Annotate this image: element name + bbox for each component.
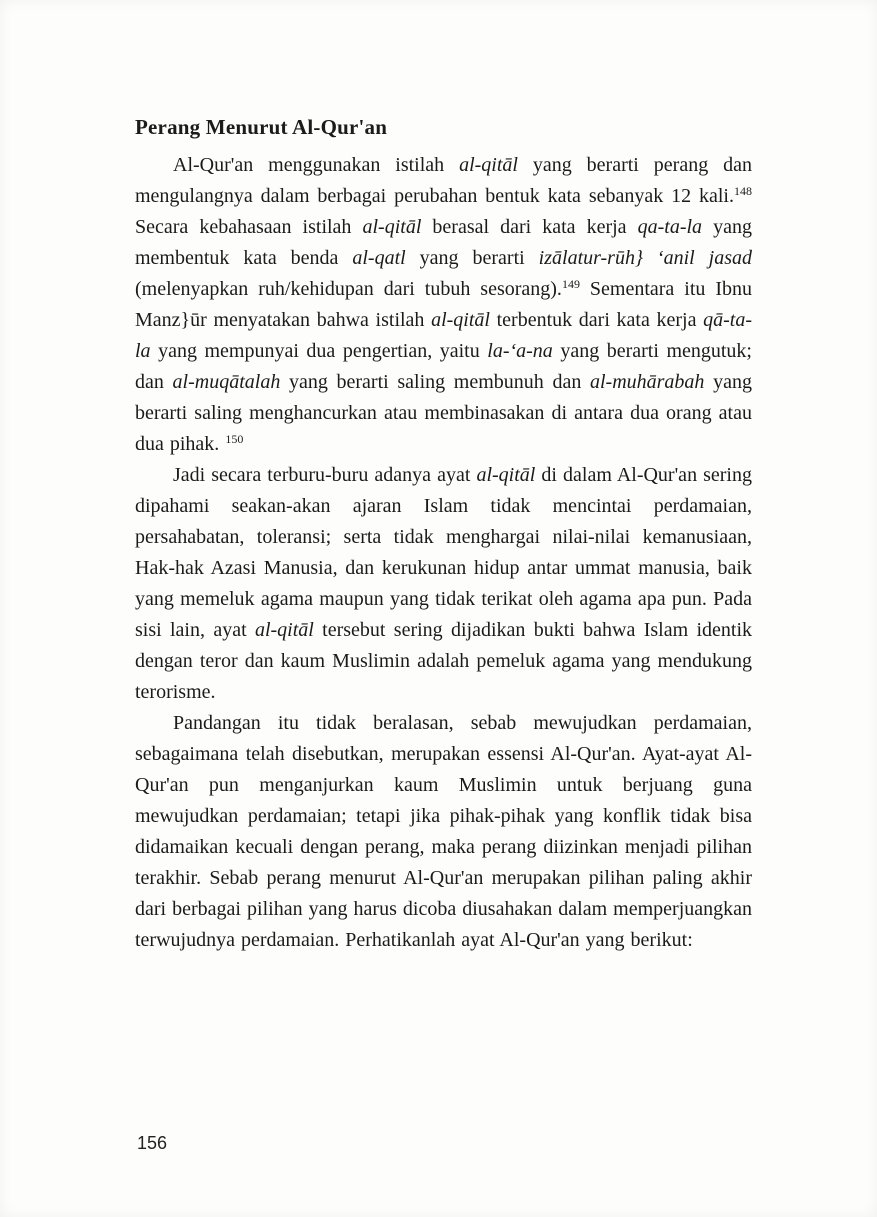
text-run: di dalam Al-Qur'an sering dipahami seakan-akan ajaran Islam tidak mencintai perdamaian, persahabatan, toleransi; serta tidak menghargai nilai-nilai kemanusiaan, Hak-hak Azasi Manusia, dan kerukunan hidup antar ummat manusia, baik yang memeluk agama maupun yang tidak terikat oleh agama apa pun. Pada sisi lain, ayat [135,464,752,641]
italic-term: al-qitāl [476,464,536,486]
text-run: Sementara itu Ibnu Manz}ūr menyatakan bahwa istilah [135,278,752,331]
footnote-ref: 149 [561,277,580,291]
text-block [135,112,752,956]
page-number: 156 [137,1133,168,1153]
text-run: yang berarti mengutuk; dan [135,340,752,393]
italic-term: qa-ta-la [637,216,703,238]
section-title: Perang Menurut Al-Qur'an [135,115,388,139]
body-text [135,150,752,956]
text-run: yang berarti saling membunuh dan [280,371,590,393]
italic-term: al-muhārabah [589,371,705,393]
italic-term: qā-ta-la [135,309,752,362]
text-run: yang berarti saling menghancurkan atau membinasakan di antara dua orang atau dua pihak. [135,371,752,455]
italic-term: la-‘a-na [487,340,553,362]
italic-term: al-qitāl [254,619,314,641]
text-run: yang berarti [405,247,539,269]
paragraph-3 [135,708,752,956]
footnote-ref: 150 [225,432,244,446]
text-run: yang membentuk kata benda [135,216,752,269]
italic-term: al-qitāl [459,154,518,176]
italic-term: al-qitāl [362,216,422,238]
footnote-ref: 148 [734,184,752,198]
italic-term: izālatur-rūh} ‘anil jasad [538,247,752,269]
text-run: (melenyapkan ruh/kehidupan dari tubuh sesorang). [135,278,562,300]
text-run: Pandangan itu tidak beralasan, sebab mewujudkan perdamaian, sebagaimana telah disebutkan, merupakan essensi Al-Qur'an. Ayat-ayat Al-Qur'an pun menganjurkan kaum Muslimin untuk berjuang guna mewujudkan perdamaian; tetapi jika pihak-pihak yang konflik tidak bisa didamaikan kecuali dengan perang, maka perang diizinkan menjadi pilihan terakhir. Sebab perang menurut Al-Qur'an merupakan pilihan paling akhir dari berbagai pilihan yang harus dicoba diusahakan dalam memperjuangkan terwujudnya perdamaian. Perhatikanlah ayat Al-Qur'an yang berikut: [135,712,752,951]
text-run: terbentuk dari kata kerja [489,309,704,331]
text-run: Secara kebahasaan istilah [135,216,363,238]
italic-term: al-qatl [352,247,406,269]
text-run: yang mempunyai dua pengertian, yaitu [150,340,488,362]
text-run: Al-Qur'an menggunakan istilah [173,154,460,176]
text-run: yang berarti perang dan mengulangnya dalam berbagai perubahan bentuk kata sebanyak 12 kali. [135,154,752,207]
italic-term: al-qitāl [431,309,490,331]
paragraph-2 [135,460,752,708]
text-run: tersebut sering dijadikan bukti bahwa Islam identik dengan teror dan kaum Muslimin adalah pemeluk agama yang mendukung terorisme. [135,619,752,703]
text-run: Jadi secara terburu-buru adanya ayat [173,464,477,486]
italic-term: al-muqātalah [172,371,281,393]
text-run: berasal dari kata kerja [421,216,638,238]
paragraph-1 [135,150,752,460]
